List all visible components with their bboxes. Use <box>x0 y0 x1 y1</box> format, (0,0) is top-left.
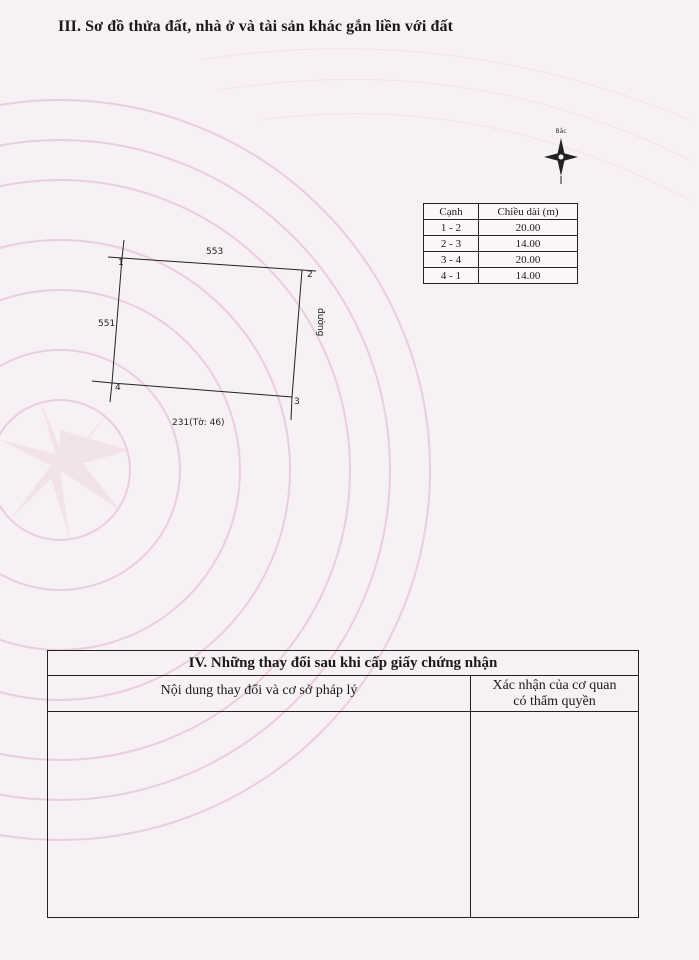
section-4-title: IV. Những thay đổi sau khi cấp giấy chứng nhận <box>48 651 638 676</box>
header-edge: Cạnh <box>424 204 479 220</box>
north-arrow-icon <box>538 126 584 188</box>
table-row <box>424 236 578 252</box>
land-plot-diagram <box>80 230 360 440</box>
edge-cell: 4 - 1 <box>424 268 479 284</box>
length-cell: 14.00 <box>479 236 578 252</box>
length-cell: 20.00 <box>479 252 578 268</box>
edge-cell: 3 - 4 <box>424 252 479 268</box>
column-divider <box>470 712 471 917</box>
edge-cell: 1 - 2 <box>424 220 479 236</box>
length-cell: 14.00 <box>479 268 578 284</box>
corner-label-4: 4 <box>115 383 121 393</box>
corner-label-3: 3 <box>294 397 300 407</box>
road-label: đường <box>315 308 325 337</box>
change-content-header: Nội dung thay đổi và cơ sở pháp lý <box>48 676 471 712</box>
corner-label-2: 2 <box>307 270 313 280</box>
authority-header-line-1: Xác nhận của cơ quan <box>492 678 617 693</box>
table-header-row <box>424 204 578 220</box>
authority-header-line-2: có thẩm quyền <box>513 694 596 709</box>
table-row <box>424 220 578 236</box>
authority-confirmation-header <box>471 676 638 712</box>
header-length: Chiều dài (m) <box>479 204 578 220</box>
edge-length-table <box>423 203 578 284</box>
edge-cell: 2 - 3 <box>424 236 479 252</box>
table-row <box>424 268 578 284</box>
plot-boundary <box>92 240 316 420</box>
corner-label-1: 1 <box>118 258 124 268</box>
neighbor-left-label: 551 <box>98 319 116 329</box>
neighbor-top-label: 553 <box>206 247 224 257</box>
table-row <box>424 252 578 268</box>
neighbor-bottom-label: 231(Tờ: 46) <box>172 418 225 428</box>
changes-table <box>47 650 639 918</box>
compass-north-label: Bắc <box>555 128 567 135</box>
section-3-title: III. Sơ đồ thửa đất, nhà ở và tài sản khác gắn liền với đất <box>58 18 454 35</box>
length-cell: 20.00 <box>479 220 578 236</box>
